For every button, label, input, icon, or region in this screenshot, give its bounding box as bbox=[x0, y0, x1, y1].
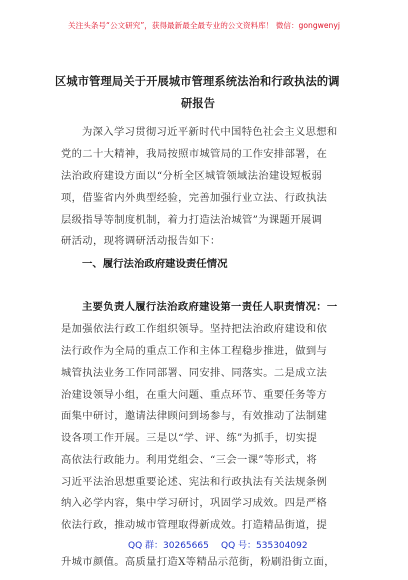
intro-line: 法治政府建设方面以“分析全区城管领域法治建设短板弱 bbox=[61, 170, 323, 182]
para-line: 法行政作为全局的重点工作和主体工程稳步推进，做到与 bbox=[61, 345, 328, 357]
section-heading: 一、履行法治政府建设责任情况 bbox=[82, 258, 228, 270]
qq-number-label: QQ 号：535304092 bbox=[221, 541, 308, 551]
intro-line: 项，借鉴省内外典型经验，完善加强行业立法、行政执法 bbox=[61, 192, 328, 204]
intro-line: 为深入学习贯彻习近平新时代中国特色社会主义思想和 bbox=[82, 126, 338, 138]
para-line: 是加强依法行政工作组织领导。坚持把法治政府建设和依 bbox=[61, 323, 328, 335]
document-title-line-2: 研报告 bbox=[181, 96, 216, 110]
para-line: 依法行政，推动城市管理取得新成效。打造精品街道，提 bbox=[61, 519, 328, 531]
qq-group-label: QQ 群：30265665 bbox=[128, 541, 209, 551]
header-banner: 关注头条号“公文研究”，获得最新最全最专业的公文资料库！ 微信：gongwenyj bbox=[68, 21, 340, 30]
para-line: 高依法行政能力。利用党组会、“三会一课”等形式，将 bbox=[61, 454, 318, 466]
intro-line: 层级指导等制度机制，着力打造法治城管”为课题开展调 bbox=[61, 214, 323, 226]
para-line: 主要负责人履行法治政府建设第一责任人职责情况：一 bbox=[82, 301, 338, 313]
para-line: 设各项工作开展。三是以“学、评、练”为抓手，切实提 bbox=[61, 432, 318, 444]
para-line: 升城市颜值。高质量打造X等精品示范街，粉刷沿街立面， bbox=[61, 556, 335, 568]
para-line: 城管执法业务工作同部署、同安排、同落实。二是成立法 bbox=[61, 367, 328, 379]
para-line: 治建设领导小组，在重大问题、重点环节、重要任务等方 bbox=[61, 389, 328, 401]
para-line: 习近平法治思想重要论述、宪法和行政执法有关法规条例 bbox=[61, 476, 328, 488]
para-line: 面集中研讨，邀请法律顾问到场参与，有效推动了法制建 bbox=[61, 410, 328, 422]
para-line: 纳入必学内容，集中学习研讨，巩固学习成效。四是严格 bbox=[61, 497, 328, 509]
intro-line: 研活动，现将调研活动报告如下： bbox=[61, 235, 221, 247]
document-title-line-1: 区城市管理局关于开展城市管理系统法治和行政执法的调 bbox=[55, 74, 340, 88]
intro-line: 党的二十大精神，我局按照市城管局的工作安排部署，在 bbox=[61, 148, 328, 160]
